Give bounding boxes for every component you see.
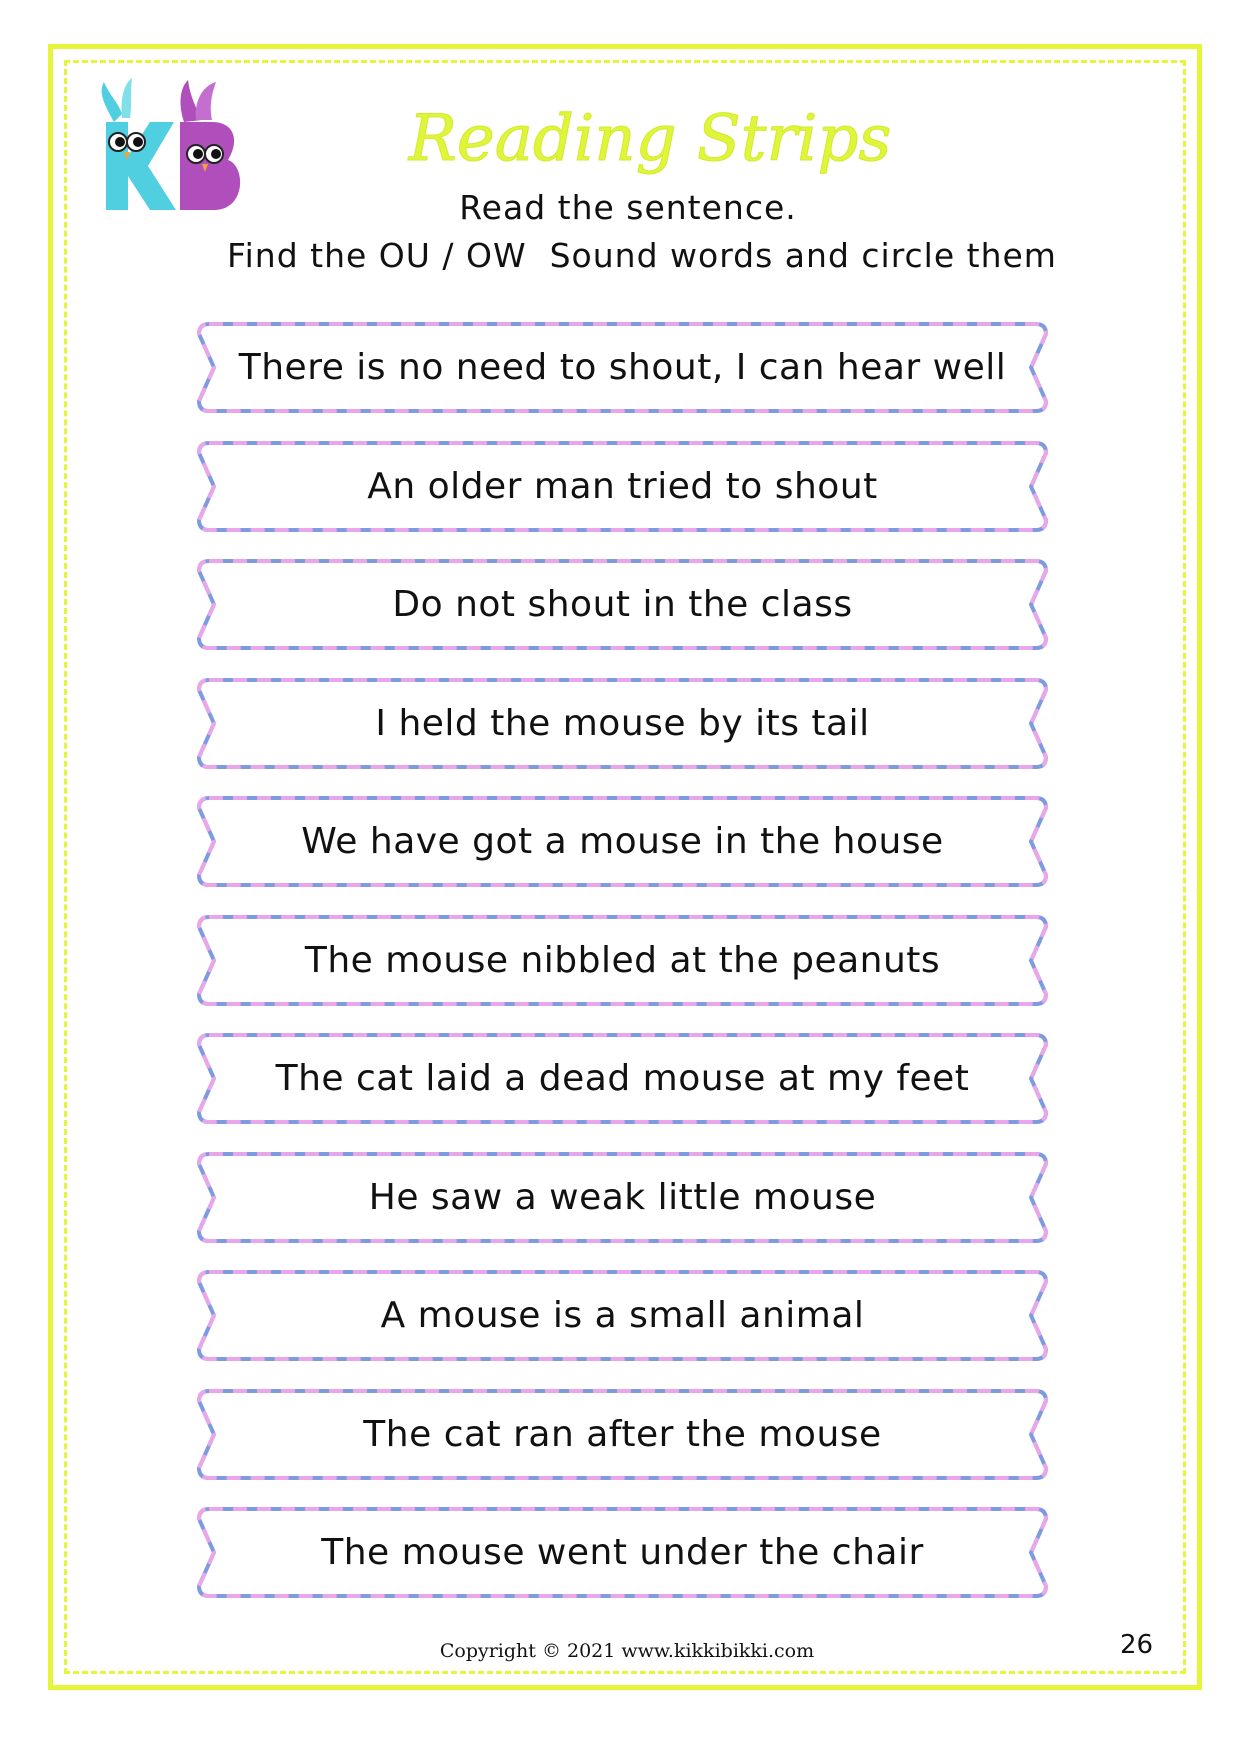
reading-strip [195,1387,1050,1482]
strip-sentence: There is no need to shout, I can hear well [238,347,1007,388]
reading-strip [195,1150,1050,1245]
reading-strip [195,320,1050,415]
svg-text:Reading Strips: Reading Strips [408,102,892,176]
instruction-line-1: Read the sentence. [459,188,797,227]
page-number: 26 [1120,1630,1154,1660]
page-title [408,80,892,190]
reading-strip [195,794,1050,889]
reading-strip [195,557,1050,652]
strip-sentence: He saw a weak little mouse [368,1176,877,1218]
strip-sentence: I held the mouse by its tail [375,702,870,744]
strip-sentence: The mouse went under the chair [321,1532,924,1573]
reading-strip [195,676,1050,771]
reading-strips-list [195,320,1050,1624]
strip-sentence: The mouse nibbled at the peanuts [304,939,941,981]
reading-strip [195,439,1050,534]
strip-sentence: Do not shout in the class [392,584,853,625]
instruction-line-2: Find the OU / OW Sound words and circle them [227,236,1057,275]
reading-strip [195,1505,1050,1600]
copyright-text: Copyright © 2021 www.kikkibikki.com [439,1640,815,1662]
strip-sentence: We have got a mouse in the house [301,821,944,862]
reading-strip [195,913,1050,1008]
reading-strip [195,1268,1050,1363]
reading-strip [195,1031,1050,1126]
strip-sentence: An older man tried to shout [367,465,878,507]
strip-sentence: The cat laid a dead mouse at my feet [275,1058,970,1099]
strip-sentence: A mouse is a small animal [380,1295,865,1336]
strip-sentence: The cat ran after the mouse [363,1413,882,1455]
